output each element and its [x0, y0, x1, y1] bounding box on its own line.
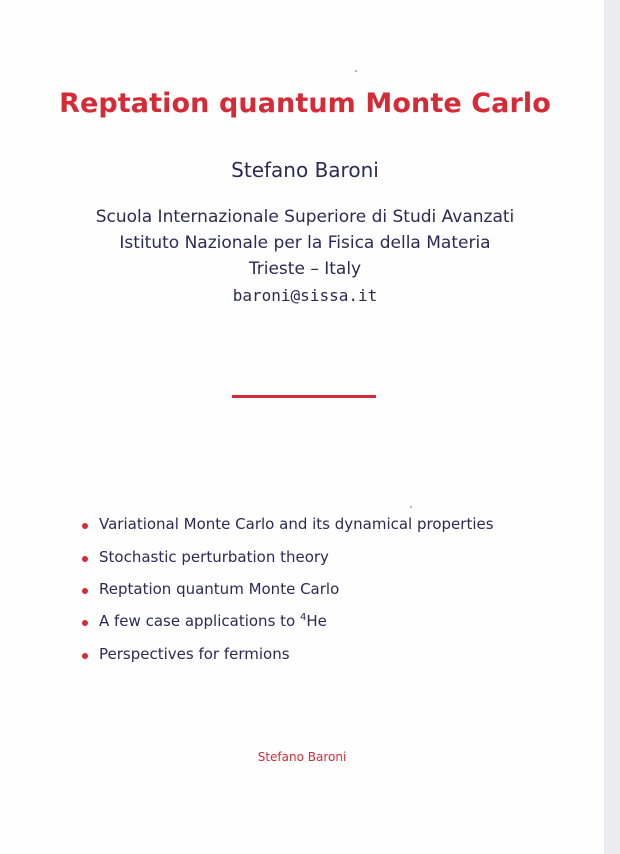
- scan-speck: [355, 70, 357, 72]
- outline-item-text: [99, 612, 327, 630]
- footer-author: Stefano Baroni: [257, 750, 347, 764]
- element-symbol: He: [306, 612, 327, 630]
- isotope-superscript: 4: [299, 612, 307, 623]
- affiliation-line: Scuola Internazionale Superiore di Studi Avanzati: [95, 207, 515, 227]
- bullet-icon: [82, 653, 88, 659]
- outline-item-text: Reptation quantum Monte Carlo: [99, 580, 340, 598]
- affiliation-line: Trieste – Italy: [248, 259, 362, 279]
- outline-item-text-main: A few case applications to: [99, 612, 300, 630]
- slide-title: Reptation quantum Monte Carlo: [59, 88, 551, 119]
- outline-item-text: Perspectives for fermions: [99, 645, 290, 663]
- author-email: baroni@sissa.it: [232, 286, 378, 305]
- scan-speck: [410, 506, 412, 508]
- title-divider: [232, 395, 376, 398]
- bullet-icon: [82, 556, 88, 562]
- bullet-icon: [82, 523, 88, 529]
- outline-item-text: Stochastic perturbation theory: [99, 548, 329, 566]
- bullet-icon: [82, 588, 88, 594]
- affiliation-line: Istituto Nazionale per la Fisica della Materia: [119, 233, 491, 253]
- author-name: Stefano Baroni: [231, 158, 379, 182]
- bullet-icon: [82, 620, 88, 626]
- outline-item-text: Variational Monte Carlo and its dynamical properties: [99, 515, 494, 533]
